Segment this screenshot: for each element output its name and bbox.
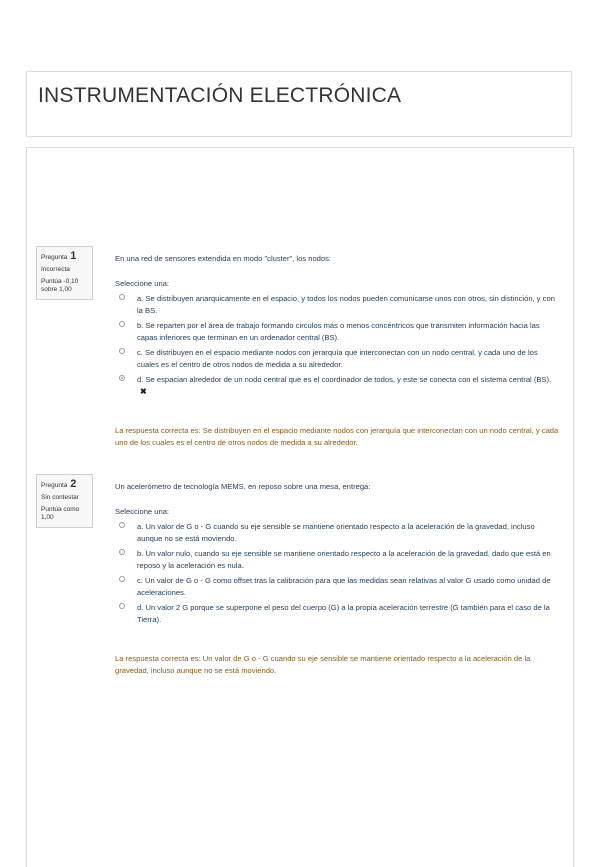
- radio-button[interactable]: [119, 603, 125, 609]
- answer-text: Se espacian alrededor de un nodo central que es el coordinador de todos, y este se conecta con el sistema central (BS).: [145, 375, 552, 384]
- radio-button[interactable]: [119, 321, 125, 327]
- question-text-2: Un acelerómetro de tecnología MEMS, en reposo sobre una mesa, entrega:: [115, 482, 371, 491]
- radio-button[interactable]: [119, 549, 125, 555]
- question-text-1: En una red de sensores extendida en modo "cluster", los nodos:: [115, 254, 332, 263]
- incorrect-icon: ✖: [140, 386, 147, 396]
- answer-option-1c[interactable]: [115, 347, 555, 370]
- answer-text: Un valor de G o - G cuando su eje sensible se mantiene orientado respecto a la aceleración de la gravedad, incluso aunque no se está moviendo.: [137, 522, 535, 543]
- answer-text: Se distribuyen en el espacio mediante nodos con jerarquía que interconectan con un nodo central, y cada uno de los cuales es el centro de otros nodos de medida a su alrededor.: [137, 348, 538, 369]
- answer-text: Un valor 2 G porque se superpone el peso del cuerpo (G) a la propia aceleración terrestre (G también para el caso de la Tierra).: [137, 603, 550, 624]
- answer-list-1: [115, 293, 555, 397]
- answer-text: Un valor nulo, cuando su eje sensible se mantiene orientado respecto a la aceleración de la gravedad, dado que está en reposo y la aceleración es nula.: [137, 549, 551, 570]
- answer-text: Se distribuyen anarquicamente en el espacio, y todos los nodos pueden comunicarse unos con otros, sin distinción, y con la BS.: [137, 294, 555, 315]
- page-title: INSTRUMENTACIÓN ELECTRÓNICA: [38, 84, 402, 107]
- question-grade-2: Puntúa como 1,00: [41, 506, 80, 521]
- answer-prompt-1: Seleccione una:: [115, 278, 170, 288]
- correct-answer-feedback-1: La respuesta correcta es: Se distribuyen en el espacio mediante nodos con jerarquía que interconectan con un nodo central, y cada uno de los cuales es el centro de otros nodos de medida a su alrededor.: [115, 426, 559, 447]
- answer-text: Se reparten por el área de trabajo formando circulos más o menos concéntricos que transmiten información hacia las capas inferiores que terminan en un ordenador central (BS).: [137, 321, 540, 342]
- answer-option-2b[interactable]: [115, 548, 555, 571]
- answer-letter: c.: [137, 576, 143, 585]
- question-label: Pregunta: [41, 254, 68, 261]
- answer-option-2d[interactable]: [115, 602, 555, 625]
- correct-answer-feedback-2: La respuesta correcta es: Un valor de G o - G cuando su eje sensible se mantiene orientado respecto a la aceleración de la gravedad, incluso aunque no se está moviendo.: [115, 654, 531, 675]
- answer-letter: d.: [137, 603, 144, 612]
- question-info-2: [36, 474, 93, 528]
- answer-letter: d.: [137, 375, 144, 384]
- question-content-2: [115, 481, 555, 625]
- answer-option-2a[interactable]: [115, 521, 555, 544]
- question-state-1: Incorrecta: [41, 266, 70, 273]
- question-label: Pregunta: [41, 482, 68, 489]
- question-number-2: [41, 479, 88, 491]
- question-number: 2: [70, 478, 77, 490]
- radio-button[interactable]: [119, 348, 125, 354]
- question-number: 1: [70, 250, 77, 262]
- radio-button[interactable]: [119, 294, 125, 300]
- answer-text: Un valor de G o - G como offset tras la calibración para que las medidas sean relativas al valor G usado como unidad de aceleraciones.: [137, 576, 551, 597]
- answer-option-2c[interactable]: [115, 575, 555, 598]
- answer-option-1d[interactable]: [115, 374, 555, 397]
- radio-button[interactable]: [119, 576, 125, 582]
- question-number-1: [41, 251, 88, 263]
- answer-option-1b[interactable]: [115, 320, 555, 343]
- radio-button-selected[interactable]: [119, 375, 125, 381]
- answer-letter: b.: [137, 321, 144, 330]
- question-info-1: [36, 246, 93, 300]
- answer-prompt-2: Seleccione una:: [115, 506, 170, 516]
- radio-button[interactable]: [119, 522, 125, 528]
- answer-letter: b.: [137, 549, 144, 558]
- answer-letter: a.: [137, 294, 144, 303]
- answer-letter: a.: [137, 522, 144, 531]
- question-grade-1: Puntúa -0,10 sobre 1,00: [41, 278, 79, 293]
- question-content-1: [115, 253, 555, 397]
- answer-letter: c.: [137, 348, 143, 357]
- question-state-2: Sin contestar: [41, 494, 79, 501]
- page-header: [26, 71, 572, 137]
- answer-option-1a[interactable]: [115, 293, 555, 316]
- answer-list-2: [115, 521, 555, 625]
